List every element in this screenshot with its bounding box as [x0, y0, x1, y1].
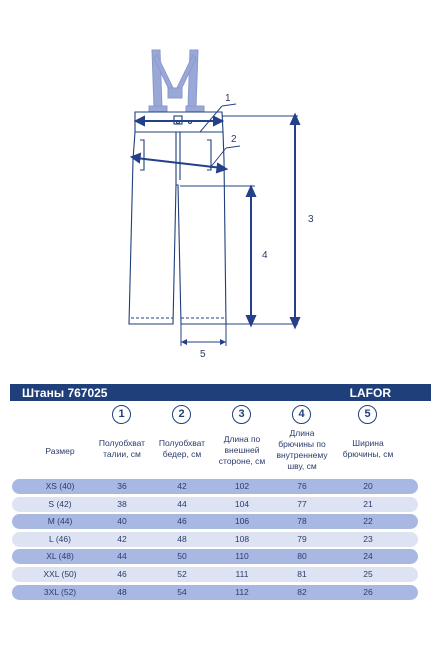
table-cell: 52: [177, 569, 187, 579]
table-row: [12, 585, 418, 600]
table-cell: XL (48): [46, 551, 74, 562]
table-cell: 48: [177, 533, 187, 544]
table-cell: 76: [297, 481, 307, 491]
table-cell: 38: [117, 498, 127, 509]
table-cell: 77: [297, 498, 307, 509]
table-row: [12, 479, 418, 494]
table-cell: 112: [235, 586, 249, 597]
table-cell: XS (40): [45, 481, 75, 491]
table-cell: 25: [363, 569, 373, 579]
table-cell: 79: [297, 533, 307, 544]
table-cell: 3XL (52): [43, 586, 77, 597]
brand-name: LAFOR: [349, 386, 391, 400]
table-header-bar: [10, 384, 431, 401]
column-label-3: Длина по внешней стороне, см: [218, 434, 266, 466]
label-1: 1: [225, 93, 231, 104]
column-number-3: 3: [232, 405, 251, 424]
column-number-5: 5: [358, 405, 377, 424]
column-label-1: Полуобхват талии, см: [98, 438, 146, 459]
table-cell: 46: [177, 516, 187, 527]
table-cell: 26: [363, 586, 373, 597]
table-row: [12, 549, 418, 564]
table-cell: 42: [117, 533, 127, 544]
table-cell: 111: [235, 569, 249, 579]
column-label-0: Размер: [45, 446, 75, 456]
product-title: Штаны 767025: [22, 386, 108, 400]
pants-outline: [129, 112, 226, 324]
column-number-2: 2: [172, 405, 191, 424]
table-cell: 20: [363, 481, 373, 491]
table-cell: 22: [363, 516, 373, 527]
table-cell: 44: [177, 498, 187, 509]
table-cell: 78: [297, 516, 307, 527]
table-cell: 54: [177, 586, 187, 597]
width-arrow-head-right: [220, 339, 226, 345]
table-cell: 106: [234, 516, 250, 527]
table-row: [12, 497, 418, 512]
table-cell: 110: [235, 551, 249, 562]
column-label-2: Полуобхват бедер, см: [158, 438, 206, 459]
measurement-arrows: [132, 115, 299, 327]
table-cell: 82: [297, 586, 307, 597]
table-cell: 23: [363, 533, 373, 544]
table-cell: 24: [363, 551, 373, 562]
table-cell: 21: [363, 498, 373, 509]
column-number-1: 1: [112, 405, 131, 424]
label-5: 5: [200, 349, 206, 360]
column-label-4: Длина брючины по внутреннему шву, см: [276, 428, 328, 471]
guide-lines: [180, 104, 298, 346]
table-cell: 42: [177, 481, 187, 491]
suspenders: [149, 50, 204, 112]
table-row: [12, 514, 418, 529]
width-arrow-head-left: [181, 339, 187, 345]
column-number-4: 4: [292, 405, 311, 424]
table-cell: 44: [117, 551, 127, 562]
table-cell: L (46): [49, 533, 71, 544]
label-2: 2: [231, 134, 237, 145]
table-cell: 102: [234, 481, 250, 491]
table-cell: 81: [297, 569, 307, 579]
table-cell: 108: [234, 533, 250, 544]
table-cell: S (42): [48, 498, 72, 509]
label-4: 4: [262, 250, 268, 261]
table-cell: 40: [117, 516, 127, 527]
table-cell: XXL (50): [43, 569, 77, 579]
table-cell: 46: [117, 569, 127, 579]
table-cell: 104: [234, 498, 250, 509]
column-label-5: Ширина брючины, см: [342, 438, 394, 459]
label-3: 3: [308, 214, 314, 225]
table-cell: 48: [117, 586, 127, 597]
table-cell: M (44): [47, 516, 73, 527]
table-row: [12, 567, 418, 582]
table-cell: 50: [177, 551, 187, 562]
table-cell: 80: [297, 551, 307, 562]
table-row: [12, 532, 418, 547]
table-cell: 36: [117, 481, 127, 491]
